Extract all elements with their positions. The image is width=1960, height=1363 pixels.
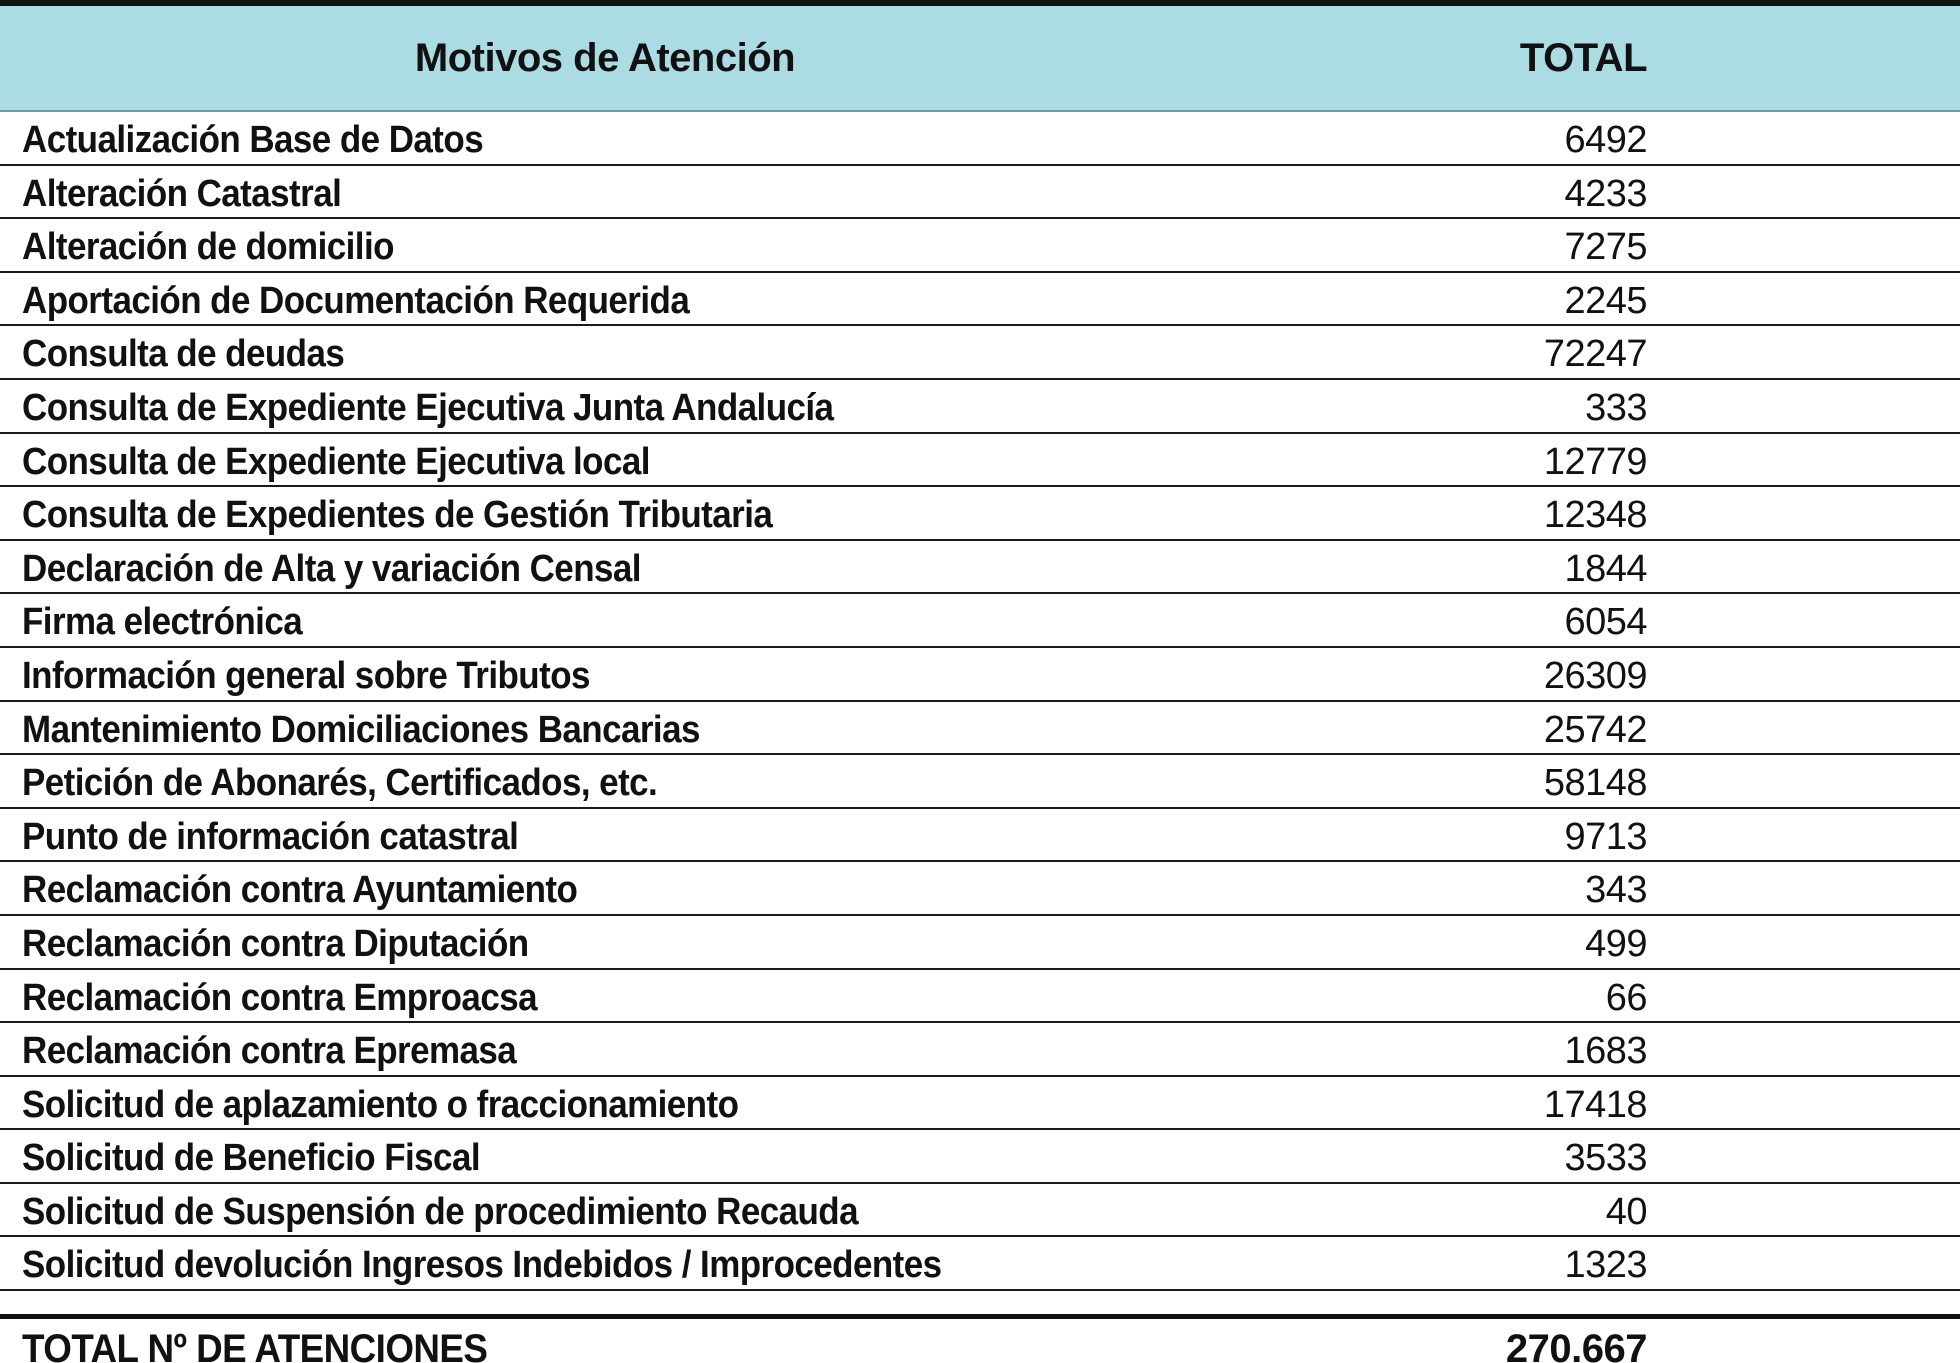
table-row [0, 1130, 1960, 1184]
table-row [0, 166, 1960, 220]
row-value: 26309 [1543, 654, 1647, 697]
row-value: 9713 [1564, 815, 1647, 858]
row-label: Información general sobre Tributos [22, 654, 590, 697]
table-row [0, 1077, 1960, 1131]
header-total: TOTAL [1519, 36, 1647, 80]
row-value: 12348 [1543, 494, 1647, 537]
table-row [0, 809, 1960, 863]
table-row [0, 380, 1960, 434]
row-value: 6054 [1564, 601, 1647, 644]
row-label: Firma electrónica [22, 601, 303, 644]
table-header [0, 6, 1960, 112]
table-body [0, 112, 1960, 1291]
table-row [0, 219, 1960, 273]
table-row [0, 273, 1960, 327]
row-label: Solicitud devolución Ingresos Indebidos / Improcedentes [22, 1244, 942, 1287]
table-row [0, 702, 1960, 756]
row-value: 7275 [1564, 226, 1647, 269]
row-label: Consulta de Expediente Ejecutiva local [22, 440, 650, 483]
row-value: 4233 [1564, 172, 1647, 215]
total-row [0, 1319, 1960, 1363]
row-label: Aportación de Documentación Requerida [22, 279, 690, 322]
header-motivos: Motivos de Atención [414, 36, 796, 80]
row-value: 1323 [1564, 1244, 1647, 1287]
table-row [0, 1237, 1960, 1291]
row-value: 1683 [1564, 1030, 1647, 1073]
table-row [0, 1184, 1960, 1238]
row-label: Alteración Catastral [22, 172, 342, 215]
total-value: 270.667 [1505, 1327, 1647, 1363]
row-label: Declaración de Alta y variación Censal [22, 547, 641, 590]
row-label: Consulta de Expedientes de Gestión Tributaria [22, 494, 773, 537]
row-value: 40 [1605, 1190, 1647, 1233]
table-row [0, 1023, 1960, 1077]
row-label: Petición de Abonarés, Certificados, etc. [22, 762, 658, 805]
row-label: Consulta de Expediente Ejecutiva Junta Andalucía [22, 386, 834, 429]
row-label: Solicitud de aplazamiento o fraccionamiento [22, 1083, 739, 1126]
row-value: 499 [1585, 922, 1647, 965]
table-row [0, 326, 1960, 380]
row-value: 72247 [1543, 333, 1647, 376]
row-label: Actualización Base de Datos [22, 119, 484, 161]
table-row [0, 648, 1960, 702]
row-value: 25742 [1543, 708, 1647, 751]
table-row [0, 594, 1960, 648]
row-value: 6492 [1564, 119, 1647, 161]
row-label: Mantenimiento Domiciliaciones Bancarias [22, 708, 700, 751]
table-row [0, 862, 1960, 916]
table-row [0, 541, 1960, 595]
row-label: Alteración de domicilio [22, 226, 394, 269]
table-row [0, 970, 1960, 1024]
row-value: 2245 [1564, 279, 1647, 322]
row-label: Reclamación contra Emproacsa [22, 976, 537, 1019]
table-row [0, 112, 1960, 166]
table-row [0, 755, 1960, 809]
table-row [0, 434, 1960, 488]
row-label: Reclamación contra Epremasa [22, 1030, 517, 1073]
row-label: Reclamación contra Diputación [22, 922, 529, 965]
row-value: 333 [1585, 386, 1647, 429]
row-value: 3533 [1564, 1137, 1647, 1180]
row-label: Solicitud de Beneficio Fiscal [22, 1137, 481, 1180]
table-row [0, 916, 1960, 970]
row-label: Reclamación contra Ayuntamiento [22, 869, 578, 912]
row-label: Solicitud de Suspensión de procedimiento Recauda [22, 1190, 859, 1233]
row-value: 66 [1605, 976, 1647, 1019]
total-label: TOTAL Nº DE ATENCIONES [22, 1327, 488, 1363]
row-value: 17418 [1543, 1083, 1647, 1126]
row-value: 58148 [1543, 762, 1647, 805]
row-value: 343 [1585, 869, 1647, 912]
row-value: 12779 [1543, 440, 1647, 483]
row-label: Punto de información catastral [22, 815, 519, 858]
table-row [0, 487, 1960, 541]
row-value: 1844 [1564, 547, 1647, 590]
row-label: Consulta de deudas [22, 333, 345, 376]
